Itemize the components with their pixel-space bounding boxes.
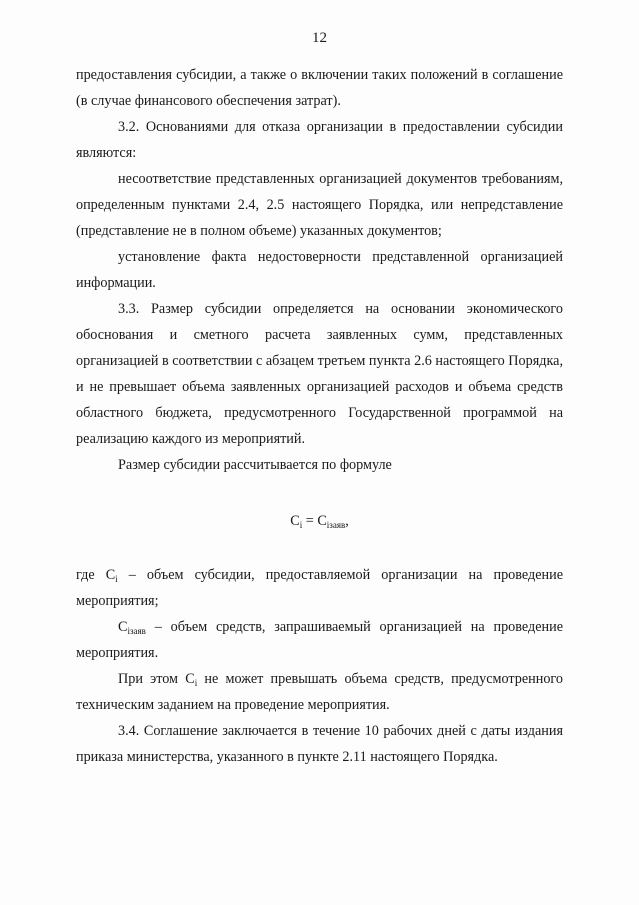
formula [76,508,563,534]
definition-ci-post: – объем субсидии, предоставляемой организации на проведение мероприятия; [76,567,564,609]
definition-ci [76,562,563,614]
document-body [76,62,563,770]
formula-rhs-sub: iзаяв [326,520,346,530]
definition-ci-pre: где C [76,567,116,583]
paragraph-mismatch: несоответствие представленных организацией документов требованиям, определенным пунктами 2.4, 2.5 настоящего Порядка, или непредставление (представление не в полном объеме) указанных документов; [76,171,563,239]
definition-cizayav-pre: C [118,619,128,635]
definition-cizayav-post: – объем средств, запрашиваемый организацией на проведение мероприятия. [76,619,563,661]
paragraph-3-4: 3.4. Соглашение заключается в течение 10 рабочих дней с даты издания приказа министерства, указанного в пункте 2.11 настоящего Порядка. [76,723,563,765]
note-sub: i [194,678,198,688]
paragraph-formula-intro: Размер субсидии рассчитывается по формуле [118,457,392,473]
formula-lhs: C [290,513,300,529]
definition-cizayav-sub: iзаяв [127,626,146,636]
paragraph-limit-note [76,666,563,718]
note-post: не может превышать объема средств, предусмотренного техническим заданием на проведение мероприятия. [76,671,563,713]
paragraph-3-3: 3.3. Размер субсидии определяется на основании экономического обоснования и сметного расчета заявленных сумм, представленных организацией в соответствии с абзацем третьем пункта 2.6 настоящего Порядка, и не превышает объема заявленных организацией расходов и объема средств областного бюджета, предусмотренного Государственной программой на реализацию каждого из мероприятий. [76,301,563,447]
definition-cizayav [76,614,563,666]
note-pre: При этом C [118,671,195,687]
definition-ci-sub: i [115,574,118,584]
formula-rhs: C [317,513,327,529]
formula-tail: , [345,513,349,529]
formula-eq: = [302,513,318,529]
page-number: 12 [312,30,327,46]
paragraph-3-2: 3.2. Основаниями для отказа организации в предоставлении субсидии являются: [76,119,563,161]
formula-lhs-sub: i [299,520,303,530]
paragraph-continuation: предоставления субсидии, а также о включении таких положений в соглашение (в случае финансового обеспечения затрат). [76,67,563,109]
paragraph-unreliable: установление факта недостоверности представленной организацией информации. [76,249,563,291]
